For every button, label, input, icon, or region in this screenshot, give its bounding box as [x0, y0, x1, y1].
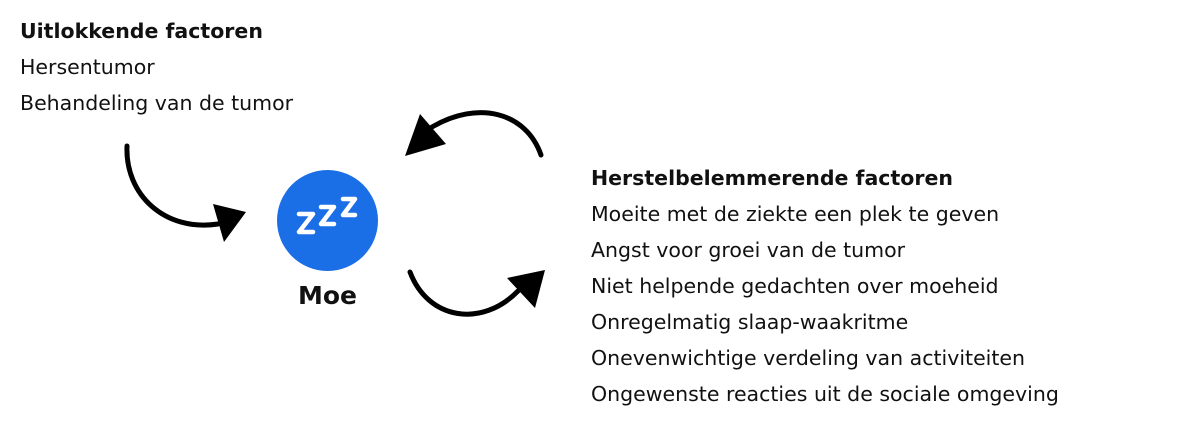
- maintaining-item: Ongewenste reacties uit de sociale omgeving: [591, 382, 1059, 406]
- maintaining-block: [591, 160, 1059, 412]
- maintaining-item: Niet helpende gedachten over moeheid: [591, 274, 999, 298]
- moe-node: [277, 170, 378, 271]
- arrow-maintaining-to-moe: [405, 113, 541, 156]
- arrow-triggers-to-moe: [127, 146, 246, 242]
- maintaining-heading: Herstelbelemmerende factoren: [591, 166, 953, 190]
- triggers-item: Behandeling van de tumor: [20, 91, 294, 115]
- triggers-item: Hersentumor: [20, 55, 155, 79]
- maintaining-item: Moeite met de ziekte een plek te geven: [591, 202, 1000, 226]
- maintaining-item: Onevenwichtige verdeling van activiteiten: [591, 346, 1026, 370]
- arrow-moe-to-maintaining: [410, 270, 545, 314]
- triggers-heading: Uitlokkende factoren: [20, 19, 263, 43]
- maintaining-item: Angst voor groei van de tumor: [591, 238, 906, 262]
- moe-label: Moe: [297, 281, 357, 310]
- triggers-block: [20, 13, 293, 121]
- sleep-zzz-icon: [277, 170, 378, 271]
- maintaining-item: Onregelmatig slaap-waakritme: [591, 310, 909, 334]
